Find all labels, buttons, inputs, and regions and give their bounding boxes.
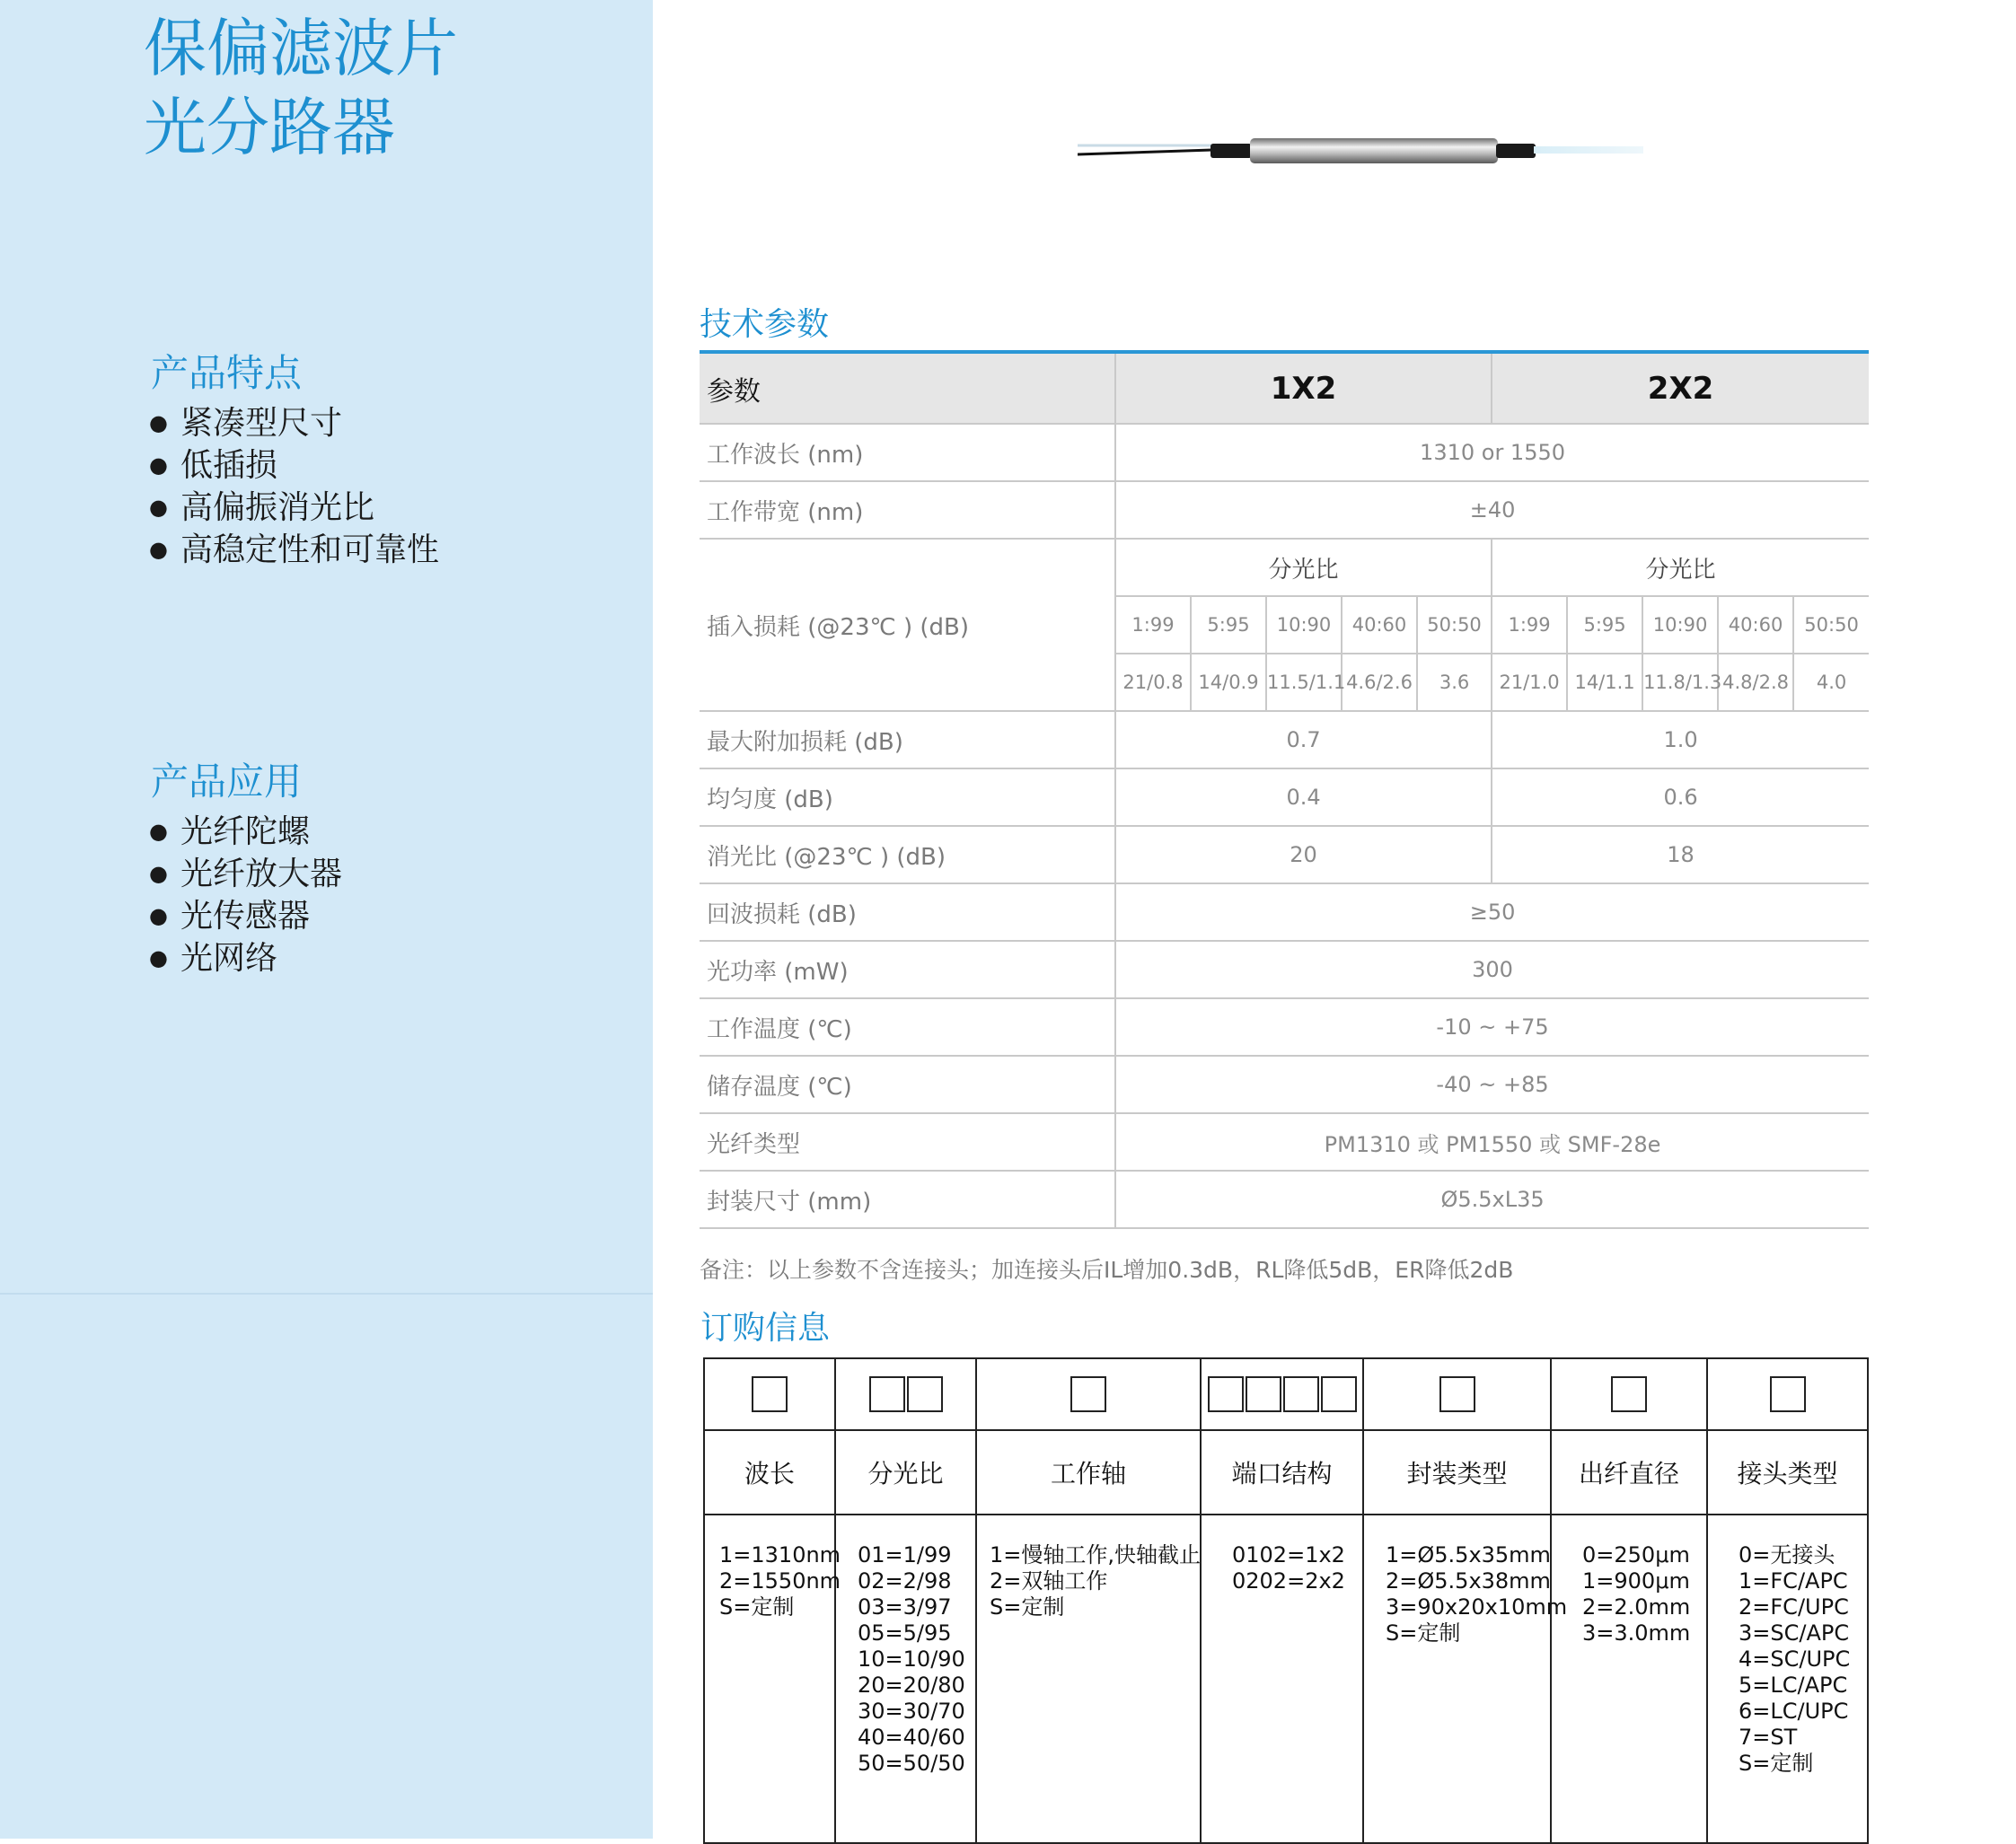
ratio-cell: 40:60: [1718, 596, 1793, 654]
code-box: [907, 1376, 943, 1412]
code-line: S=定制: [1739, 1751, 1814, 1776]
sidebar-divider: [0, 1293, 653, 1295]
ratio-cell: 10:90: [1642, 596, 1718, 654]
table-row: [700, 1171, 1869, 1228]
fiber-type-value: PM1310 或 PM1550 或 SMF-28e: [1115, 1113, 1869, 1171]
code-box: [1770, 1376, 1806, 1412]
column-header: 接头类型: [1707, 1430, 1868, 1515]
loss-cell: 11.5/1.1: [1266, 654, 1342, 711]
extinction-2x2: 18: [1492, 826, 1869, 883]
header-2x2: 2X2: [1492, 354, 1869, 424]
specs-section: [700, 350, 1869, 1229]
code-box: [1321, 1376, 1357, 1412]
code-line: 1=慢轴工作,快轴截止: [990, 1542, 1202, 1567]
return-loss-value: ≥50: [1115, 883, 1869, 941]
code-line: 01=1/99: [858, 1542, 952, 1567]
table-row: [704, 1358, 1868, 1430]
code-line: 1=900μm: [1582, 1568, 1690, 1594]
column-header: 封装类型: [1363, 1430, 1551, 1515]
code-box: [869, 1376, 905, 1412]
code-slot-port: [1201, 1358, 1363, 1430]
extinction-1x2: 20: [1115, 826, 1492, 883]
loss-cell: 11.8/1.3: [1642, 654, 1718, 711]
table-row: [700, 481, 1869, 539]
table-row: [700, 539, 1869, 596]
code-line: S=定制: [1386, 1620, 1461, 1646]
column-header: 工作轴: [976, 1430, 1201, 1515]
codes-port: [1201, 1515, 1363, 1843]
table-row: [700, 826, 1869, 883]
codes-connector: [1707, 1515, 1868, 1843]
code-line: 40=40/60: [858, 1725, 965, 1750]
code-line: 0202=2x2: [1232, 1568, 1345, 1594]
op-temp-label: 工作温度 (℃): [700, 998, 1115, 1056]
ratio-label-1x2: 分光比: [1115, 539, 1492, 596]
ratio-cell: 50:50: [1417, 596, 1492, 654]
table-row: [700, 424, 1869, 481]
package-value: Ø5.5xL35: [1115, 1171, 1869, 1228]
fiber-type-label: 光纤类型: [700, 1113, 1115, 1171]
table-row: [700, 711, 1869, 768]
table-row: [700, 768, 1869, 826]
code-line: S=定制: [990, 1594, 1065, 1620]
table-row: [700, 1113, 1869, 1171]
column-header: 分光比: [835, 1430, 976, 1515]
table-row: [700, 1056, 1869, 1113]
package-label: 封装尺寸 (mm): [700, 1171, 1115, 1228]
ratio-label-2x2: 分光比: [1492, 539, 1869, 596]
column-header: 端口结构: [1201, 1430, 1363, 1515]
code-line: 02=2/98: [858, 1568, 952, 1594]
code-line: 4=SC/UPC: [1739, 1646, 1851, 1672]
ordering-table: [703, 1357, 1869, 1844]
ratio-cell: 5:95: [1567, 596, 1642, 654]
code-box: [1246, 1376, 1281, 1412]
loss-cell: 14/1.1: [1567, 654, 1642, 711]
code-box: [752, 1376, 788, 1412]
ratio-cell: 1:99: [1115, 596, 1191, 654]
header-1x2: 1X2: [1115, 354, 1492, 424]
code-box: [1208, 1376, 1244, 1412]
code-line: 3=90x20x10mm: [1386, 1594, 1568, 1620]
power-label: 光功率 (mW): [700, 941, 1115, 998]
code-line: 2=1550nm: [719, 1568, 841, 1594]
list-item: ● 低插损: [149, 446, 439, 488]
product-image: [1078, 133, 1643, 169]
list-item: ● 高偏振消光比: [149, 488, 439, 531]
table-row: [700, 354, 1869, 424]
title-line-2: 光分路器: [144, 91, 395, 164]
codes-wavelength: [704, 1515, 841, 1843]
code-line: 2=FC/UPC: [1739, 1594, 1849, 1620]
column-header: 出纤直径: [1551, 1430, 1707, 1515]
list-item: ● 紧凑型尺寸: [149, 404, 439, 446]
return-loss-label: 回波损耗 (dB): [700, 883, 1115, 941]
table-row: [700, 941, 1869, 998]
code-line: 1=1310nm: [719, 1542, 841, 1567]
uniformity-1x2: 0.4: [1115, 768, 1492, 826]
list-item: ● 光纤陀螺: [149, 812, 342, 855]
code-line: 03=3/97: [858, 1594, 952, 1620]
power-value: 300: [1115, 941, 1869, 998]
code-line: 20=20/80: [858, 1673, 965, 1698]
ratio-cell: 5:95: [1191, 596, 1266, 654]
code-line: 1=Ø5.5x35mm: [1386, 1542, 1551, 1567]
code-line: 0102=1x2: [1232, 1542, 1345, 1567]
codes-fiber: [1551, 1515, 1707, 1843]
code-line: 50=50/50: [858, 1751, 965, 1776]
code-line: 05=5/95: [858, 1620, 952, 1646]
bandwidth-value: ±40: [1115, 481, 1869, 539]
extinction-label: 消光比 (@23℃ ) (dB): [700, 826, 1115, 883]
insertion-label: 插入损耗 (@23℃ ) (dB): [700, 539, 1115, 711]
wavelength-value: 1310 or 1550: [1115, 424, 1869, 481]
list-item: ● 光网络: [149, 939, 342, 981]
list-item: ● 高稳定性和可靠性: [149, 531, 439, 573]
code-line: 2=2.0mm: [1582, 1594, 1691, 1620]
code-line: 0=无接头: [1739, 1542, 1836, 1567]
page-title: [144, 9, 458, 167]
list-item: ● 光纤放大器: [149, 855, 342, 897]
code-line: 2=双轴工作: [990, 1568, 1108, 1594]
code-slot-connector: [1707, 1358, 1868, 1430]
code-slot-axis: [976, 1358, 1201, 1430]
code-box: [1611, 1376, 1647, 1412]
code-box: [1439, 1376, 1475, 1412]
code-slot-wavelength: [704, 1358, 835, 1430]
code-line: 1=FC/APC: [1739, 1568, 1848, 1594]
codes-package: [1363, 1515, 1568, 1843]
uniformity-2x2: 0.6: [1492, 768, 1869, 826]
code-slot-package: [1363, 1358, 1551, 1430]
bandwidth-label: 工作带宽 (nm): [700, 481, 1115, 539]
loss-cell: 21/1.0: [1492, 654, 1567, 711]
header-param: 参数: [700, 354, 1115, 424]
ratio-cell: 10:90: [1266, 596, 1342, 654]
list-item: ● 光传感器: [149, 897, 342, 939]
codes-ratio: [835, 1515, 976, 1843]
excess-label: 最大附加损耗 (dB): [700, 711, 1115, 768]
code-line: 6=LC/UPC: [1739, 1699, 1849, 1724]
code-line: 30=30/70: [858, 1699, 965, 1724]
loss-cell: 3.6: [1417, 654, 1492, 711]
ratio-cell: 1:99: [1492, 596, 1567, 654]
specs-heading: 技术参数: [700, 306, 830, 343]
codes-axis: [976, 1515, 1201, 1843]
storage-temp-label: 储存温度 (℃): [700, 1056, 1115, 1113]
features-list: [149, 404, 439, 573]
loss-cell: 4.6/2.6: [1342, 654, 1417, 711]
code-slot-fiber: [1551, 1358, 1707, 1430]
op-temp-value: -10 ~ +75: [1115, 998, 1869, 1056]
features-heading: 产品特点: [151, 351, 303, 395]
storage-temp-value: -40 ~ +85: [1115, 1056, 1869, 1113]
loss-cell: 14/0.9: [1191, 654, 1266, 711]
loss-cell: 21/0.8: [1115, 654, 1191, 711]
loss-cell: 4.0: [1793, 654, 1869, 711]
ratio-cell: 50:50: [1793, 596, 1869, 654]
code-line: 7=ST: [1739, 1725, 1798, 1750]
code-line: 0=250μm: [1582, 1542, 1690, 1567]
excess-1x2: 0.7: [1115, 711, 1492, 768]
ratio-cell: 40:60: [1342, 596, 1417, 654]
code-line: 3=SC/APC: [1739, 1620, 1850, 1646]
ordering-heading: 订购信息: [700, 1310, 831, 1347]
applications-heading: 产品应用: [151, 760, 303, 803]
code-box: [1070, 1376, 1106, 1412]
specs-table: [700, 354, 1869, 1229]
wavelength-label: 工作波长 (nm): [700, 424, 1115, 481]
loss-cell: 4.8/2.8: [1718, 654, 1793, 711]
column-header: 波长: [704, 1430, 835, 1515]
table-row: [700, 998, 1869, 1056]
code-line: 3=3.0mm: [1582, 1620, 1691, 1646]
table-row: [700, 883, 1869, 941]
uniformity-label: 均匀度 (dB): [700, 768, 1115, 826]
code-line: 5=LC/APC: [1739, 1673, 1848, 1698]
specs-note: 备注：以上参数不含连接头；加连接头后IL增加0.3dB，RL降低5dB，ER降低2dB: [700, 1257, 1514, 1283]
title-line-1: 保偏滤波片: [144, 12, 458, 85]
code-line: S=定制: [719, 1594, 795, 1620]
code-line: 2=Ø5.5x38mm: [1386, 1568, 1551, 1594]
applications-list: [149, 812, 342, 981]
table-row: [704, 1430, 1868, 1515]
table-row: [704, 1515, 1868, 1843]
excess-2x2: 1.0: [1492, 711, 1869, 768]
code-slot-ratio: [835, 1358, 976, 1430]
code-box: [1283, 1376, 1319, 1412]
code-line: 10=10/90: [858, 1646, 965, 1672]
